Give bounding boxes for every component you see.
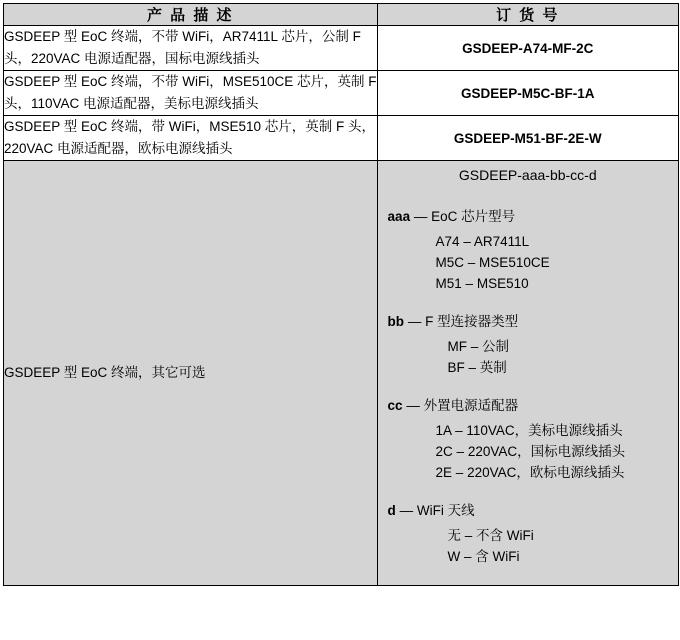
order-code-text: GSDEEP-M5C-BF-1A	[461, 86, 595, 101]
order-info-sheet	[0, 3, 680, 640]
legend-dash: —	[399, 503, 414, 518]
legend-option: M5C – MSE510CE	[435, 255, 550, 270]
legend-title-text: 外置电源适配器	[423, 398, 519, 413]
order-code-legend	[377, 161, 678, 586]
table-row	[4, 26, 679, 71]
legend-group-title	[388, 207, 678, 227]
legend-key: aaa	[387, 209, 411, 224]
legend-key: cc	[387, 398, 403, 413]
legend-group-aaa	[378, 207, 678, 294]
order-code	[377, 26, 678, 71]
ordering-information-table	[3, 3, 679, 586]
legend-option: 无 – 不含 WiFi	[447, 528, 534, 543]
product-description: GSDEEP 型 EoC 终端，不带 WiFi，AR7411L 芯片，公制 F 头，220VAC 电源适配器，国标电源线插头	[4, 26, 378, 71]
legend-option: M51 – MSE510	[435, 276, 529, 291]
legend-key: bb	[387, 314, 405, 329]
order-code-text: GSDEEP-A74-MF-2C	[462, 41, 594, 56]
legend-key: d	[387, 503, 396, 518]
product-description-other: GSDEEP 型 EoC 终端，其它可选	[4, 161, 378, 586]
table-header-row	[4, 4, 679, 26]
column-header-order-code: 订 货 号	[377, 4, 678, 26]
legend-option: BF – 英制	[447, 360, 507, 375]
legend-group-cc	[378, 396, 678, 483]
legend-group-title	[388, 501, 678, 521]
legend-dash: —	[413, 209, 428, 224]
legend-dash: —	[406, 398, 420, 413]
legend-title-text: F 型连接器类型	[425, 314, 519, 329]
product-description: GSDEEP 型 EoC 终端，不带 WiFi，MSE510CE 芯片，英制 F 头，110VAC 电源适配器，美标电源线插头	[4, 71, 378, 116]
legend-option: 2E – 220VAC，欧标电源线插头	[435, 465, 625, 480]
legend-title-text: WiFi 天线	[416, 503, 475, 518]
order-code	[377, 71, 678, 116]
legend-option: MF – 公制	[447, 339, 510, 354]
legend-group-title	[388, 396, 678, 416]
legend-option: W – 含 WiFi	[447, 549, 520, 564]
order-code-text: GSDEEP-M51-BF-2E-W	[453, 131, 602, 146]
legend-group-d	[378, 501, 678, 567]
table-body	[4, 26, 679, 586]
legend-option: 1A – 110VAC，美标电源线插头	[435, 423, 623, 438]
table-row	[4, 116, 679, 161]
order-code	[377, 116, 678, 161]
legend-option: A74 – AR7411L	[435, 234, 530, 249]
legend-dash: —	[407, 314, 422, 329]
legend-group-bb	[378, 312, 678, 378]
legend-title-text: EoC 芯片型号	[431, 209, 516, 224]
order-code-pattern: GSDEEP-aaa-bb-cc-d	[458, 167, 597, 183]
legend-option: 2C – 220VAC，国标电源线插头	[435, 444, 626, 459]
table-row-legend	[4, 161, 679, 586]
legend-group-title	[388, 312, 678, 332]
table-head	[4, 4, 679, 26]
column-header-description: 产 品 描 述	[4, 4, 378, 26]
product-description: GSDEEP 型 EoC 终端，带 WiFi，MSE510 芯片，英制 F 头，220VAC 电源适配器，欧标电源线插头	[4, 116, 378, 161]
table-row	[4, 71, 679, 116]
